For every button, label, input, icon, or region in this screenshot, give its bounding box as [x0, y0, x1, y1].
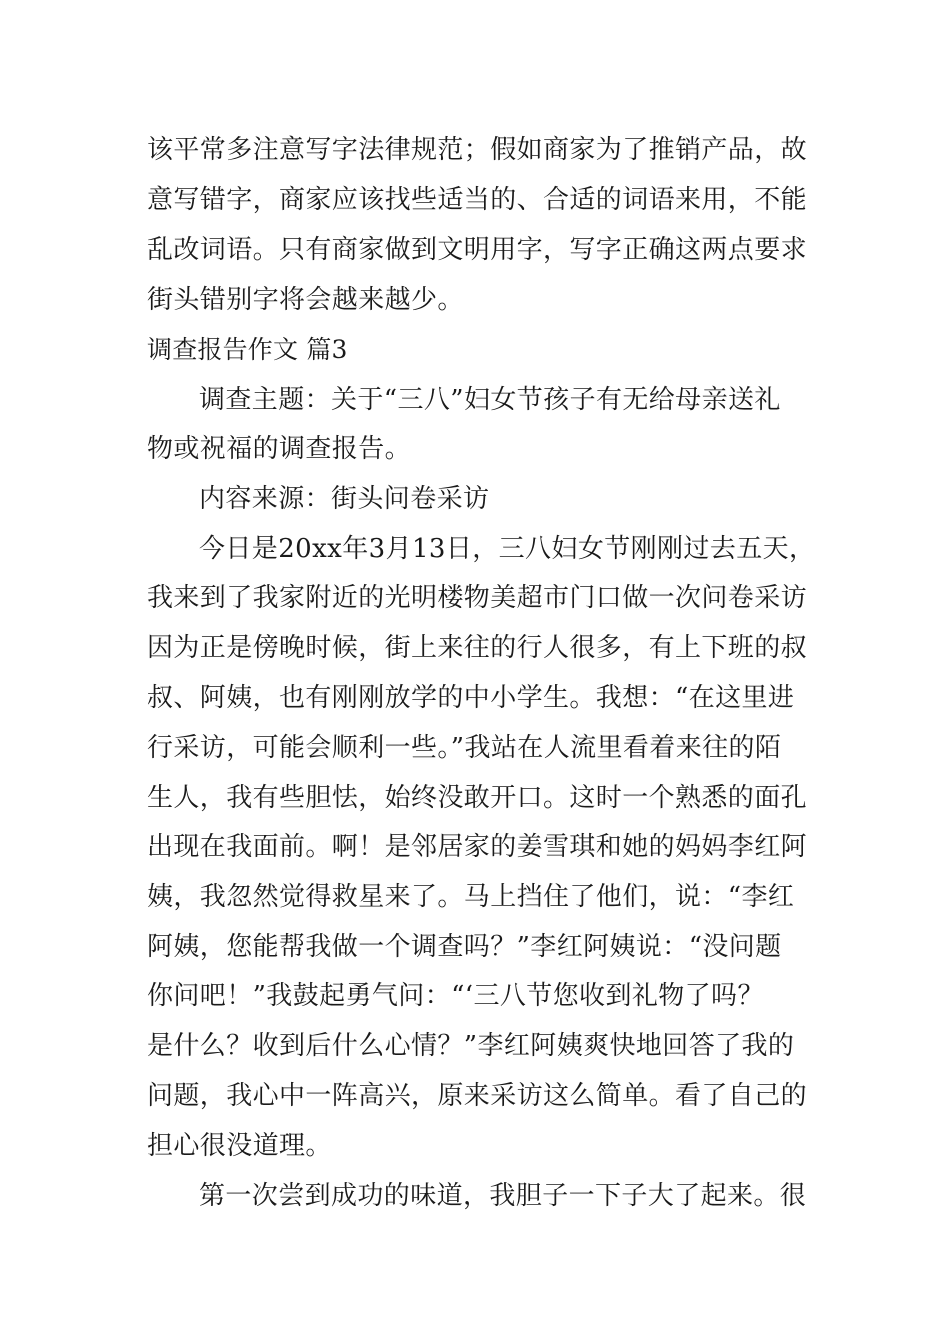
text-line: 今日是20xx年3月13日，三八妇女节刚刚过去五天， — [199, 534, 816, 564]
text-line: 因为正是傍晚时候，街上来往的行人很多，有上下班的叔 — [147, 633, 808, 663]
text-line: 第一次尝到成功的味道，我胆子一下子大了起来。很 — [199, 1181, 807, 1211]
text-line: 内容来源：街头问卷采访 — [199, 484, 490, 514]
text-line: 你问吧！”我鼓起勇气问：“‘三八节您收到礼物了吗？ — [147, 981, 764, 1011]
text-line: 街头错别字将会越来越少。 — [147, 285, 464, 315]
text-line: 意写错字，商家应该找些适当的、合适的词语来用，不能 — [147, 185, 808, 215]
text-line: 生人，我有些胆怯，始终没敢开口。这时一个熟悉的面孔 — [147, 783, 808, 813]
text-line: 出现在我面前。啊！是邻居家的姜雪琪和她的妈妈李红阿 — [147, 832, 808, 862]
text-line: 行采访，可能会顺利一些。”我站在人流里看着来往的陌 — [147, 733, 782, 763]
text-line: 该平常多注意写字法律规范；假如商家为了推销产品，故 — [147, 135, 808, 165]
text-line: 调查主题：关于“三八”妇女节孩子有无给母亲送礼 — [199, 385, 781, 415]
text-line: 是什么？收到后什么心情？”李红阿姨爽快地回答了我的 — [147, 1031, 795, 1061]
text-line: 物或祝福的调查报告。 — [147, 434, 412, 464]
text-line: 姨，我忽然觉得救星来了。马上挡住了他们，说：“李红 — [147, 882, 795, 912]
text-line: 乱改词语。只有商家做到文明用字，写字正确这两点要求 — [147, 235, 808, 265]
text-line: 阿姨，您能帮我做一个调查吗？”李红阿姨说：“没问题 — [147, 932, 782, 962]
text-line: 我来到了我家附近的光明楼物美超市门口做一次问卷采访 — [147, 583, 808, 613]
text-line: 担心很没道理。 — [147, 1131, 332, 1161]
text-line: 问题，我心中一阵高兴，原来采访这么简单。看了自己的 — [147, 1081, 808, 1111]
text-line: 叔、阿姨，也有刚刚放学的中小学生。我想：“在这里进 — [147, 683, 795, 713]
section-heading: 调查报告作文 篇3 — [147, 335, 348, 364]
